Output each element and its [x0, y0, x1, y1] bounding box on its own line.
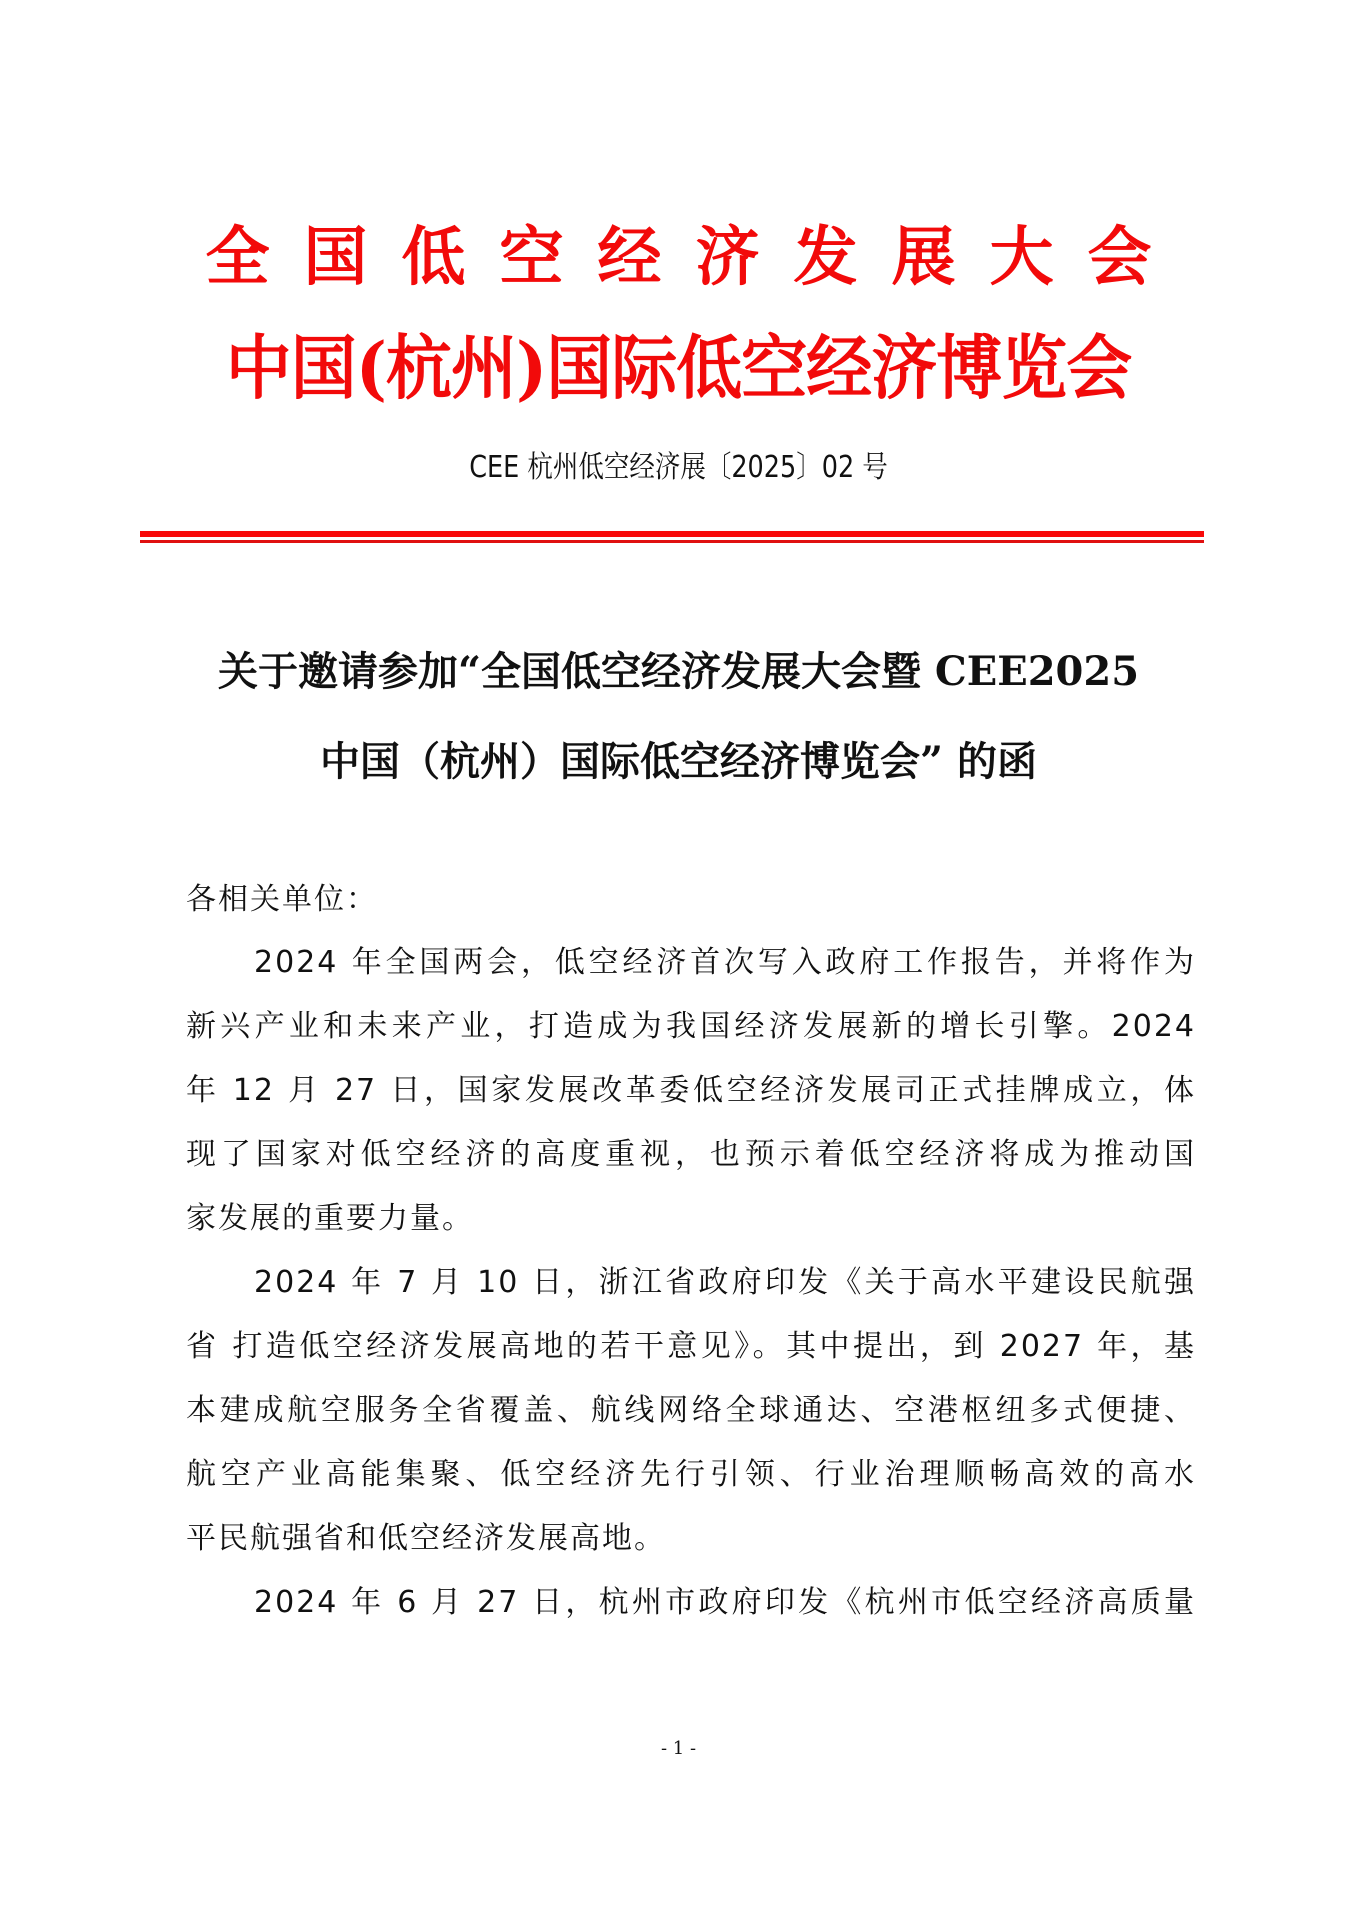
paragraph-line: 现了国家对低空经济的高度重视，也预示着低空经济将成为推动国	[186, 1137, 1196, 1172]
red-header-rule-thick	[140, 531, 1204, 537]
paragraph-line: 2024 年 6 月 27 日，杭州市政府印发《杭州市低空经济高质量	[254, 1585, 1196, 1620]
paragraph-line: 省 打造低空经济发展高地的若干意见》。其中提出，到 2027 年，基	[186, 1329, 1196, 1364]
org-title-line2: 中国(杭州)国际低空经济博览会	[225, 327, 1132, 409]
paragraph-line: 2024 年 7 月 10 日，浙江省政府印发《关于高水平建设民航强	[254, 1265, 1196, 1300]
letter-heading-line2: 中国（杭州）国际低空经济博览会” 的函	[320, 738, 1037, 785]
paragraph-line: 本建成航空服务全省覆盖、航线网络全球通达、空港枢纽多式便捷、	[186, 1393, 1196, 1428]
document-number: CEE 杭州低空经济展〔2025〕02 号	[469, 450, 888, 485]
paragraph-line: 平民航强省和低空经济发展高地。	[186, 1521, 666, 1556]
red-header-rule-thin	[140, 540, 1204, 543]
letter-heading-line1: 关于邀请参加“全国低空经济发展大会暨 CEE2025	[217, 648, 1140, 695]
paragraph-line: 年 12 月 27 日，国家发展改革委低空经济发展司正式挂牌成立，体	[186, 1073, 1196, 1108]
salutation: 各相关单位：	[186, 882, 378, 917]
paragraph-line: 航空产业高能集聚、低空经济先行引领、行业治理顺畅高效的高水	[186, 1457, 1196, 1492]
paragraph-line: 新兴产业和未来产业，打造成为我国经济发展新的增长引擎。2024	[186, 1009, 1196, 1044]
paragraph-line: 家发展的重要力量。	[186, 1201, 474, 1236]
org-title-line1: 全国低空经济发展大会	[205, 220, 1186, 295]
paragraph-line: 2024 年全国两会，低空经济首次写入政府工作报告，并将作为	[254, 945, 1196, 980]
page-number: - 1 -	[660, 1738, 697, 1759]
